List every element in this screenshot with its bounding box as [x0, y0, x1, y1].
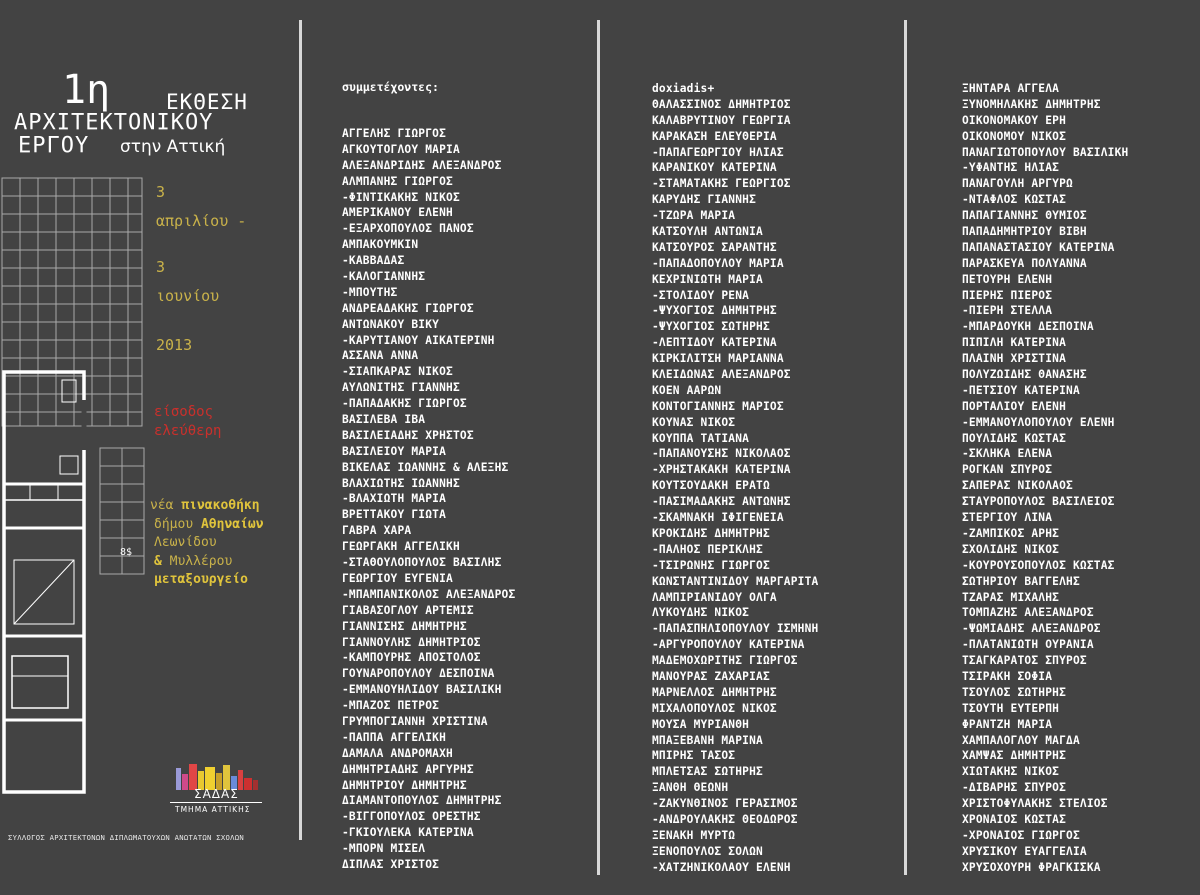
- participant-name: ΜΑΝΟΥΡΑΣ ΖΑΧΑΡΙΑΣ: [652, 669, 770, 683]
- participant-name: ΞΕΝΟΠΟΥΛΟΣ ΣΟΛΩΝ: [652, 844, 763, 858]
- participant-name: ΚΙΡΚΙΛΙΤΣΗ ΜΑΡΙΑΝΝΑ: [652, 352, 784, 366]
- logo-subtitle: ΤΜΗΜΑ ΑΤΤΙΚΗΣ: [175, 805, 251, 814]
- participant-name: -ΨΥΧΟΓΙΟΣ ΔΗΜΗΤΡΗΣ: [652, 304, 777, 318]
- venue-line-2-a: δήμου: [154, 516, 194, 532]
- participant-name: ΧΡΥΣΙΚΟΥ ΕΥΑΓΓΕΛΙΑ: [962, 844, 1087, 858]
- participant-name: doxiadis+: [652, 82, 715, 95]
- participant-name: ΓΑΒΡΑ ΧΑΡΑ: [342, 524, 412, 538]
- participant-name: -ΜΠΑΡΔΟΥΚΗ ΔΕΣΠΟΙΝΑ: [962, 320, 1094, 334]
- participant-name: ΜΟΥΣΑ ΜΥΡΙΑΝΘΗ: [652, 717, 750, 731]
- participant-name: ΜΙΧΑΛΟΠΟΥΛΟΣ ΝΙΚΟΣ: [652, 701, 777, 715]
- participant-name: -ΧΡΗΣΤΑΚΑΚΗ ΚΑΤΕΡΙΝΑ: [652, 463, 791, 477]
- participant-name: -ΠΛΑΤΑΝΙΩΤΗ ΟΥΡΑΝΙΑ: [962, 638, 1094, 652]
- participant-name: -ΠΑΠΑΓΕΩΡΓΙΟΥ ΗΛΙΑΣ: [652, 145, 784, 159]
- participant-name: ΠΟΛΥΖΩΙΔΗΣ ΘΑΝΑΣΗΣ: [962, 368, 1087, 382]
- participants-col-1: [342, 126, 515, 873]
- participant-name: -ΑΝΔΡΟΥΛΑΚΗΣ ΘΕΟΔΩΡΟΣ: [652, 812, 798, 826]
- participant-name: -ΚΑΒΒΑΔΑΣ: [342, 254, 405, 268]
- participant-name: ΚΟΥΤΣΟΥΔΑΚΗ ΕΡΑΤΩ: [652, 479, 770, 493]
- participant-name: ΑΛΜΠΑΝΗΣ ΓΙΩΡΓΟΣ: [342, 174, 453, 188]
- participant-name: ΚΑΡΥΔΗΣ ΓΙΑΝΝΗΣ: [652, 193, 757, 207]
- participant-name: -ΒΙΓΓΟΠΟΥΛΟΣ ΟΡΕΣΤΗΣ: [342, 810, 481, 824]
- participant-name: ΜΠΛΕΤΣΑΣ ΣΩΤΗΡΗΣ: [652, 765, 763, 779]
- participant-name: -ΨΩΜΙΑΔΗΣ ΑΛΕΞΑΝΔΡΟΣ: [962, 622, 1101, 636]
- participant-name: ΤΣΟΥΛΟΣ ΣΩΤΗΡΗΣ: [962, 685, 1067, 699]
- participant-name: ΘΑΛΑΣΣΙΝΟΣ ΔΗΜΗΤΡΙΟΣ: [652, 97, 791, 111]
- venue-line-1: [150, 497, 264, 516]
- participant-name: -ΦΙΝΤΙΚΑΚΗΣ ΝΙΚΟΣ: [342, 190, 460, 204]
- participant-name: ΑΜΕΡΙΚΑΝΟΥ ΕΛΕΝΗ: [342, 206, 453, 220]
- participant-name: ΜΠΑΞΕΒΑΝΗ ΜΑΡΙΝΑ: [652, 733, 763, 747]
- participant-name: ΓΕΩΡΓΑΚΗ ΑΓΓΕΛΙΚΗ: [342, 540, 460, 554]
- date-end-month: ιουνίου: [156, 287, 220, 305]
- participant-name: ΜΠΙΡΗΣ ΤΑΣΟΣ: [652, 749, 736, 763]
- participant-name: ΔΗΜΗΤΡΙΑΔΗΣ ΑΡΓΥΡΗΣ: [342, 762, 474, 776]
- participant-name: -ΠΑΠΑΣΠΗΛΙΟΠΟΥΛΟΥ ΙΣΜΗΝΗ: [652, 622, 819, 636]
- participant-name: ΠΑΡΑΣΚΕΥΑ ΠΟΛΥΑΝΝΑ: [962, 256, 1087, 270]
- participant-name: ΚΕΧΡΙΝΙΩΤΗ ΜΑΡΙΑ: [652, 272, 763, 286]
- venue-line-1-a: νέα: [150, 498, 174, 513]
- participant-name: ΤΖΑΡΑΣ ΜΙΧΑΛΗΣ: [962, 590, 1060, 604]
- participant-name: ΚΑΡΑΚΑΣΗ ΕΛΕΥΘΕΡΙΑ: [652, 129, 777, 143]
- participant-name: ΞΕΝΑΚΗ ΜΥΡΤΩ: [652, 828, 736, 842]
- participant-name: ΠΟΡΤΑΛΙΟΥ ΕΛΕΝΗ: [962, 399, 1067, 413]
- participant-name: -ΚΑΛΟΓΙΑΝΝΗΣ: [342, 270, 426, 284]
- participant-name: -ΝΤΑΦΛΟΣ ΚΩΣΤΑΣ: [962, 193, 1067, 207]
- venue-line-4-b: Μυλλέρου: [169, 553, 233, 569]
- participant-name: ΠΑΠΑΔΗΜΗΤΡΙΟΥ ΒΙΒΗ: [962, 225, 1087, 239]
- participant-name: ΚΑΤΣΟΥΡΟΣ ΣΑΡΑΝΤΗΣ: [652, 240, 777, 254]
- participant-name: ΠΕΤΟΥΡΗ ΕΛΕΝΗ: [962, 272, 1053, 286]
- participant-name: ΔΗΜΗΤΡΙΟΥ ΔΗΜΗΤΡΗΣ: [342, 778, 467, 792]
- participant-name: -ΣΤΑΜΑΤΑΚΗΣ ΓΕΩΡΓΙΟΣ: [652, 177, 791, 191]
- participant-name: -ΠΑΠΑΝΟΥΣΗΣ ΝΙΚΟΛΑΟΣ: [652, 447, 791, 461]
- sadas-logo-icon: [172, 762, 262, 790]
- participant-name: ΣΑΠΕΡΑΣ ΝΙΚΟΛΑΟΣ: [962, 479, 1073, 493]
- participant-name: ΔΑΜΑΛΑ ΑΝΔΡΟΜΑΧΗ: [342, 746, 453, 760]
- participant-name: -ΖΑΚΥΝΘΙΝΟΣ ΓΕΡΑΣΙΜΟΣ: [652, 797, 798, 811]
- participant-name: ΓΡΥΜΠΟΓΙΑΝΝΗ ΧΡΙΣΤΙΝΑ: [342, 714, 488, 728]
- participant-name: ΠΑΠΑΓΙΑΝΝΗΣ ΘΥΜΙΟΣ: [962, 209, 1087, 223]
- participant-name: -ΧΡΟΝΑΙΟΣ ΓΙΩΡΓΟΣ: [962, 828, 1080, 842]
- participant-name: -ΑΡΓΥΡΟΠΟΥΛΟΥ ΚΑΤΕΡΙΝΑ: [652, 638, 805, 652]
- participant-name: ΞΗΝΤΑΡΑ ΑΓΓΕΛΑ: [962, 82, 1060, 95]
- participant-name: ΑΓΓΕΛΗΣ ΓΙΩΡΓΟΣ: [342, 127, 447, 140]
- participant-name: ΣΤΕΡΓΙΟΥ ΛΙΝΑ: [962, 511, 1053, 525]
- participant-name: ΛΑΜΠΙΡΙΑΝΙΔΟΥ ΟΛΓΑ: [652, 590, 777, 604]
- participant-name: -ΤΖΩΡΑ ΜΑΡΙΑ: [652, 209, 736, 223]
- title-ergou: ΕΡΓΟΥ: [18, 133, 90, 158]
- participants-col-2: [652, 81, 818, 876]
- participant-name: -ΚΑΡΥΤΙΑΝΟΥ ΑΙΚΑΤΕΡΙΝΗ: [342, 333, 495, 347]
- participant-name: ΧΙΩΤΑΚΗΣ ΝΙΚΟΣ: [962, 765, 1060, 779]
- logo-name: ΣΑΔΑΣ: [194, 787, 239, 801]
- venue-line-2-b: Αθηναίων: [200, 516, 264, 532]
- participant-name: ΤΟΜΠΑΖΗΣ ΑΛΕΞΑΝΔΡΟΣ: [962, 606, 1094, 620]
- participant-name: ΒΑΣΙΛΕΒΑ ΙΒΑ: [342, 413, 426, 427]
- venue-line-4-a: &: [154, 553, 162, 569]
- participant-name: ΞΥΝΟΜΗΛΑΚΗΣ ΔΗΜΗΤΡΗΣ: [962, 97, 1101, 111]
- venue-line-5-a: μεταξουργείο: [154, 572, 248, 587]
- participant-name: ΑΝΔΡΕΑΔΑΚΗΣ ΓΙΩΡΓΟΣ: [342, 301, 474, 315]
- participant-name: ΛΥΚΟΥΔΗΣ ΝΙΚΟΣ: [652, 606, 750, 620]
- participant-name: ΚΑΤΣΟΥΛΗ ΑΝΤΩΝΙΑ: [652, 225, 763, 239]
- participant-name: ΧΡΥΣΟΧΟΥΡΗ ΦΡΑΓΚΙΣΚΑ: [962, 860, 1101, 874]
- participant-name: ΚΟΕΝ ΑΑΡΩΝ: [652, 383, 722, 397]
- participant-name: ΒΙΚΕΛΑΣ ΙΩΑΝΝΗΣ & ΑΛΕΞΗΣ: [342, 460, 509, 474]
- date-start-day: 3: [156, 183, 166, 201]
- participant-name: ΒΑΣΙΛΕΙΟΥ ΜΑΡΙΑ: [342, 444, 447, 458]
- participant-name: ΔΙΠΛΑΣ ΧΡΙΣΤΟΣ: [342, 857, 440, 871]
- participant-name: ΟΙΚΟΝΟΜΟΥ ΝΙΚΟΣ: [962, 129, 1067, 143]
- participant-name: -ΜΠΟΡΝ ΜΙΣΕΛ: [342, 842, 426, 856]
- title-word-ekthesi: ΕΚΘΕΣΗ: [166, 90, 248, 114]
- participant-name: ΑΥΛΩΝΙΤΗΣ ΓΙΑΝΝΗΣ: [342, 381, 460, 395]
- participant-name: -ΕΜΜΑΝΟΥΗΛΙΔΟΥ ΒΑΣΙΛΙΚΗ: [342, 683, 502, 697]
- participant-name: ΑΓΚΟΥΤΟΓΛΟΥ ΜΑΡΙΑ: [342, 142, 460, 156]
- participant-name: ΤΣΑΓΚΑΡΑΤΟΣ ΣΠΥΡΟΣ: [962, 654, 1087, 668]
- participant-name: ΞΑΝΘΗ ΘΕΩΝΗ: [652, 781, 729, 795]
- date-start-month: απριλίου -: [156, 212, 247, 230]
- title-architektonikou: ΑΡΧΙΤΕΚΤΟΝΙΚΟΥ: [14, 110, 214, 135]
- participant-name: -ΓΚΙΟΥΛΕΚΑ ΚΑΤΕΡΙΝΑ: [342, 826, 474, 840]
- participant-name: -ΠΕΤΣΙΟΥ ΚΑΤΕΡΙΝΑ: [962, 383, 1080, 397]
- participant-name: -ΥΦΑΝΤΗΣ ΗΛΙΑΣ: [962, 161, 1060, 175]
- plan-walls: [4, 372, 84, 792]
- participant-name: ΓΕΩΡΓΙΟΥ ΕΥΓΕΝΙΑ: [342, 571, 453, 585]
- participant-name: ΔΙΑΜΑΝΤΟΠΟΥΛΟΣ ΔΗΜΗΤΡΗΣ: [342, 794, 502, 808]
- participant-name: ΒΡΕΤΤΑΚΟΥ ΓΙΩΤΑ: [342, 508, 447, 522]
- venue-line-1-b: πινακοθήκη: [181, 498, 260, 513]
- venue-line-3-a: Λεωνίδου: [154, 535, 217, 550]
- participant-name: ΟΙΚΟΝΟΜΑΚΟΥ ΕΡΗ: [962, 113, 1067, 127]
- participant-name: ΚΛΕΙΔΩΝΑΣ ΑΛΕΞΑΝΔΡΟΣ: [652, 368, 791, 382]
- participant-name: ΚΟΥΠΠΑ ΤΑΤΙΑΝΑ: [652, 431, 750, 445]
- participant-name: -ΖΑΜΠΙΚΟΣ ΑΡΗΣ: [962, 526, 1060, 540]
- participant-name: ΑΣΣΑΝΑ ΑΝΝΑ: [342, 349, 419, 363]
- participant-name: ΚΑΡΑΝΙΚΟΥ ΚΑΤΕΡΙΝΑ: [652, 161, 777, 175]
- participant-name: ΡΟΓΚΑΝ ΣΠΥΡΟΣ: [962, 463, 1053, 477]
- participant-name: -ΣΙΑΠΚΑΡΑΣ ΝΙΚΟΣ: [342, 365, 453, 379]
- participant-name: -ΛΕΠΤΙΔΟΥ ΚΑΤΕΡΙΝΑ: [652, 336, 777, 350]
- participant-name: -ΕΞΑΡΧΟΠΟΥΛΟΣ ΠΑΝΟΣ: [342, 222, 474, 236]
- participant-name: -ΣΤΑΘΟΥΛΟΠΟΥΛΟΣ ΒΑΣΙΛΗΣ: [342, 556, 502, 570]
- entry-line-1: είσοδος: [154, 404, 214, 420]
- participant-name: ΣΤΑΥΡΟΠΟΥΛΟΣ ΒΑΣΙΛΕΙΟΣ: [962, 495, 1115, 509]
- participant-name: -ΚΟΥΡΟΥΣΟΠΟΥΛΟΣ ΚΩΣΤΑΣ: [962, 558, 1115, 572]
- participant-name: -ΠΑΠΠΑ ΑΓΓΕΛΙΚΗ: [342, 730, 447, 744]
- participant-name: ΒΑΣΙΛΕΙΑΔΗΣ ΧΡΗΣΤΟΣ: [342, 428, 474, 442]
- participant-name: ΠΑΝΑΓΟΥΛΗ ΑΡΓΥΡΩ: [962, 177, 1073, 191]
- title-number: 1η: [62, 67, 111, 113]
- tile-grid-upper: [2, 178, 142, 426]
- participant-name: -ΠΙΕΡΗ ΣΤΕΛΛΑ: [962, 304, 1053, 318]
- participant-name: ΦΡΑΝΤΖΗ ΜΑΡΙΑ: [962, 717, 1053, 731]
- venue-block: [150, 497, 264, 590]
- participant-name: -ΠΑΛΗΟΣ ΠΕΡΙΚΛΗΣ: [652, 542, 763, 556]
- participant-name: ΓΟΥΝΑΡΟΠΟΥΛΟΥ ΔΕΣΠΟΙΝΑ: [342, 667, 495, 681]
- venue-line-4: [150, 553, 264, 572]
- participant-name: ΑΜΠΑΚΟΥΜΚΙΝ: [342, 238, 419, 252]
- footer-association: ΣΥΛΛΟΓΟΣ ΑΡΧΙΤΕΚΤΟΝΩΝ ΔΙΠΛΩΜΑΤΟΥΧΩΝ ΑΝΩΤΑΤΩΝ ΣΧΟΛΩΝ: [8, 833, 244, 842]
- participant-name: ΚΑΛΑΒΡΥΤΙΝΟΥ ΓΕΩΡΓΙΑ: [652, 113, 791, 127]
- participant-name: ΓΙΑΒΑΣΟΓΛΟΥ ΑΡΤΕΜΙΣ: [342, 603, 474, 617]
- participant-name: ΚΡΟΚΙΔΗΣ ΔΗΜΗΤΡΗΣ: [652, 526, 770, 540]
- participant-name: -ΠΑΣΙΜΑΔΑΚΗΣ ΑΝΤΩΝΗΣ: [652, 495, 791, 509]
- participant-name: ΠΟΥΛΙΔΗΣ ΚΩΣΤΑΣ: [962, 431, 1067, 445]
- participant-name: -ΒΛΑΧΙΩΤΗ ΜΑΡΙΑ: [342, 492, 447, 506]
- entry-line-2: ελεύθερη: [154, 423, 222, 439]
- participant-name: -ΣΚΑΜΝΑΚΗ ΙΦΙΓΕΝΕΙΑ: [652, 511, 784, 525]
- participant-name: ΣΧΟΛΙΔΗΣ ΝΙΚΟΣ: [962, 542, 1060, 556]
- participant-name: ΠΙΠΙΛΗ ΚΑΤΕΡΙΝΑ: [962, 336, 1067, 350]
- participant-name: ΓΙΑΝΝΙΣΗΣ ΔΗΜΗΤΡΗΣ: [342, 619, 467, 633]
- participant-name: ΣΩΤΗΡΙΟΥ ΒΑΓΓΕΛΗΣ: [962, 574, 1080, 588]
- participant-name: -ΜΠΑΜΠΑΝΙΚΟΛΟΣ ΑΛΕΞΑΝΔΡΟΣ: [342, 587, 516, 601]
- participant-name: ΠΑΝΑΓΙΩΤΟΠΟΥΛΟΥ ΒΑΣΙΛΙΚΗ: [962, 145, 1129, 159]
- plan-label: 8$: [120, 547, 133, 558]
- participant-name: ΤΣΟΥΤΗ ΕΥΤΕΡΠΗ: [962, 701, 1060, 715]
- participant-name: -ΤΣΙΡΩΝΗΣ ΓΙΩΡΓΟΣ: [652, 558, 770, 572]
- participant-name: -ΨΥΧΟΓΙΟΣ ΣΩΤΗΡΗΣ: [652, 320, 770, 334]
- participants-heading: συμμετέχοντες:: [342, 80, 439, 94]
- participant-name: ΑΛΕΞΑΝΔΡΙΔΗΣ ΑΛΕΞΑΝΔΡΟΣ: [342, 158, 502, 172]
- participant-name: -ΠΑΠΑΔΑΚΗΣ ΓΙΩΡΓΟΣ: [342, 397, 467, 411]
- participant-name: ΜΑΡΝΕΛΛΟΣ ΔΗΜΗΤΡΗΣ: [652, 685, 777, 699]
- participant-name: ΒΛΑΧΙΩΤΗΣ ΙΩΑΝΝΗΣ: [342, 476, 460, 490]
- participant-name: ΚΟΥΝΑΣ ΝΙΚΟΣ: [652, 415, 736, 429]
- date-end-day: 3: [156, 258, 166, 276]
- participant-name: ΠΑΠΑΝΑΣΤΑΣΙΟΥ ΚΑΤΕΡΙΝΑ: [962, 240, 1115, 254]
- participant-name: ΧΑΜΨΑΣ ΔΗΜΗΤΡΗΣ: [962, 749, 1067, 763]
- participant-name: -ΜΠΟΥΤΗΣ: [342, 285, 398, 299]
- participant-name: -ΔΙΒΑΡΗΣ ΣΠΥΡΟΣ: [962, 781, 1067, 795]
- venue-line-3: [150, 534, 264, 553]
- participant-name: ΠΙΕΡΗΣ ΠΙΕΡΟΣ: [962, 288, 1053, 302]
- date-year: 2013: [156, 336, 193, 354]
- participant-name: -ΧΑΤΖΗΝΙΚΟΛΑΟΥ ΕΛΕΝΗ: [652, 860, 791, 874]
- participant-name: -ΜΠΑΖΟΣ ΠΕΤΡΟΣ: [342, 699, 440, 713]
- participant-name: ΚΩΝΣΤΑΝΤΙΝΙΔΟΥ ΜΑΡΓΑΡΙΤΑ: [652, 574, 819, 588]
- participant-name: ΧΑΜΠΑΛΟΓΛΟΥ ΜΑΓΔΑ: [962, 733, 1080, 747]
- participant-name: ΠΛΑΙΝΗ ΧΡΙΣΤΙΝΑ: [962, 352, 1067, 366]
- title-stin-attiki: στην Αττική: [120, 137, 226, 157]
- participant-name: -ΠΑΠΑΔΟΠΟΥΛΟΥ ΜΑΡΙΑ: [652, 256, 784, 270]
- participant-name: ΓΙΑΝΝΟΥΛΗΣ ΔΗΜΗΤΡΙΟΣ: [342, 635, 481, 649]
- divider-line-2: [597, 20, 600, 875]
- participant-name: -ΣΚΛΗΚΑ ΕΛΕΝΑ: [962, 447, 1053, 461]
- venue-line-2: [150, 516, 264, 535]
- participant-name: -ΚΑΜΠΟΥΡΗΣ ΑΠΟΣΤΟΛΟΣ: [342, 651, 481, 665]
- participant-name: ΧΡΙΣΤΟΦΥΛΑΚΗΣ ΣΤΕΛΙΟΣ: [962, 797, 1108, 811]
- participant-name: ΧΡΟΝΑΙΟΣ ΚΩΣΤΑΣ: [962, 812, 1067, 826]
- participant-name: -ΣΤΟΛΙΔΟΥ ΡΕΝΑ: [652, 288, 750, 302]
- participant-name: ΑΝΤΩΝΑΚΟΥ ΒΙΚΥ: [342, 317, 440, 331]
- participants-col-3: [962, 81, 1128, 876]
- logo-divider: [170, 802, 262, 803]
- participant-name: ΚΟΝΤΟΓΙΑΝΝΗΣ ΜΑΡΙΟΣ: [652, 399, 784, 413]
- participant-name: ΤΣΙΡΑΚΗ ΣΟΦΙΑ: [962, 669, 1053, 683]
- participant-name: ΜΑΔΕΜΟΧΩΡΙΤΗΣ ΓΙΩΡΓΟΣ: [652, 654, 798, 668]
- participant-name: -ΕΜΜΑΝΟΥΛΟΠΟΥΛΟΥ ΕΛΕΝΗ: [962, 415, 1115, 429]
- venue-line-5: [150, 571, 264, 590]
- divider-line-3: [904, 20, 907, 875]
